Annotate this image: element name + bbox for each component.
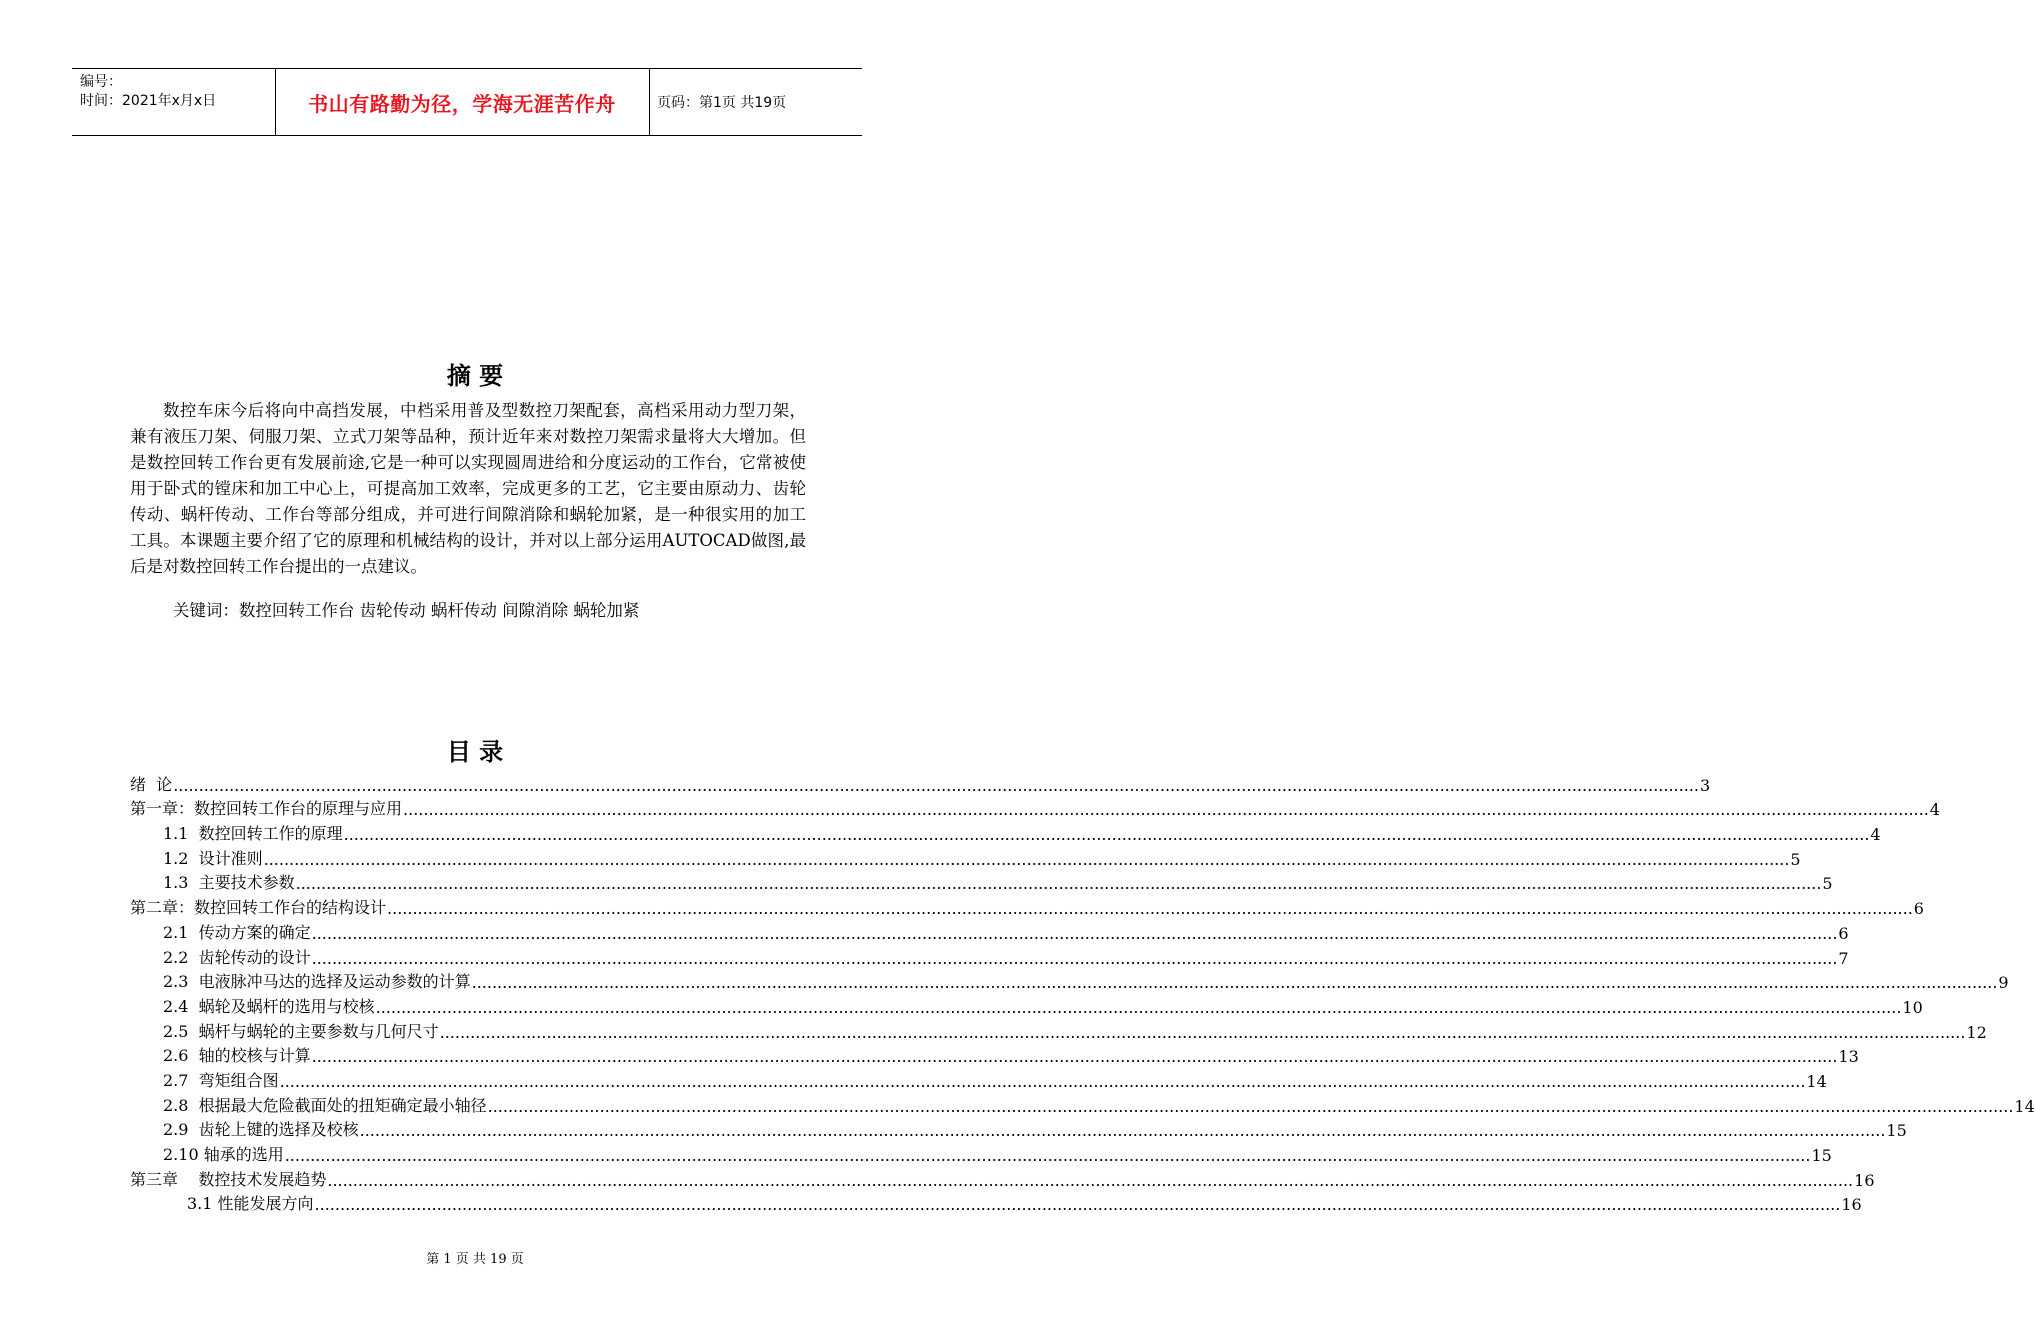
toc-leader-dots: ............................................................................................................................................................................................................................................................................................................ [403,800,1929,820]
keywords-text: 关键词：数控回转工作台 齿轮传动 蜗杆传动 间隙消除 蜗轮加紧 [172,601,640,620]
header-motto: 书山有路勤为径，学海无涯苦作舟 [308,91,616,116]
document-time: 时间：2021年x月x日 [80,93,217,109]
toc-entry-page: 9 [1998,973,2009,993]
page-header [72,68,862,136]
toc-leader-dots: ............................................................................................................................................................................................................................................................................................................ [279,1071,1806,1091]
toc-entry[interactable] [130,1091,2035,1116]
toc-entry-label: 3.1 性能发展方向 [187,1194,314,1214]
toc-entry-page: 14 [2014,1096,2035,1116]
page-footer: 第 1 页 共 19 页 [426,1252,524,1267]
toc-entry-label: 第一章：数控回转工作台的原理与应用 [130,799,403,819]
toc-entry-label: 2.10 轴承的选用 [163,1145,284,1164]
toc-entry-page: 10 [1902,997,1923,1017]
toc-leader-dots: ............................................................................................................................................................................................................................................................................................................ [314,1195,1841,1215]
toc-entry-label: 第三章 数控技术发展趋势 [130,1169,327,1189]
header-divider [649,69,650,135]
toc-entry-label: 2.4 蜗轮及蜗杆的选用与校核 [163,996,375,1016]
toc-entry[interactable] [130,1116,1907,1141]
header-meta [80,73,275,111]
toc-leader-dots: ............................................................................................................................................................................................................................................................................................................ [295,874,1822,894]
toc-entry[interactable] [130,968,2009,993]
toc-entry[interactable] [130,1042,1859,1067]
document-number-label: 编号： [80,74,122,90]
toc-entry-page: 13 [1838,1047,1859,1067]
toc-entry-label: 2.1 传动方案的确定 [163,922,311,942]
toc-entry-label: 2.2 齿轮传动的设计 [163,947,311,967]
abstract-title: 摘 要 [446,362,504,390]
toc-entry[interactable] [130,1017,1987,1042]
toc-entry-label: 第二章：数控回转工作台的结构设计 [130,898,387,918]
toc-entry-label: 2.3 电液脉冲马达的选择及运动参数的计算 [163,972,471,992]
toc-entry-page: 15 [1811,1146,1832,1165]
toc-leader-dots: ............................................................................................................................................................................................................................................................................................................ [359,1121,1886,1141]
toc-entry[interactable] [130,918,1849,943]
toc-entry[interactable] [130,943,1849,968]
toc-entry-label: 2.6 轴的校核与计算 [163,1046,311,1066]
toc-entry-label: 2.8 根据最大危险截面处的扭矩确定最小轴径 [163,1095,487,1115]
toc-entry[interactable] [130,795,1940,820]
toc-entry[interactable] [130,1140,1832,1165]
toc-entry-label: 2.7 弯矩组合图 [163,1070,279,1090]
toc-entry[interactable] [130,992,1923,1017]
toc-entry-label: 绪 论 [130,774,173,794]
header-page-info: 页码：第1页 共19页 [657,95,787,111]
toc-entry[interactable] [130,1190,1862,1215]
toc-entry-page: 6 [1838,923,1849,943]
toc-entry-page: 5 [1822,874,1833,894]
toc-entry[interactable] [130,819,1881,845]
toc-entry-page: 16 [1854,1170,1875,1190]
toc-leader-dots: ............................................................................................................................................................................................................................................................................................................ [311,1047,1838,1067]
toc-entry[interactable] [130,770,1711,795]
toc-entry-page: 12 [1966,1022,1987,1042]
toc-entry[interactable] [130,1066,1827,1091]
abstract-paragraph: 数控车床今后将向中高挡发展，中档采用普及型数控刀架配套，高档采用动力型刀架，兼有液压刀架、伺服刀架、立式刀架等品种，预计近年来对数控刀架需求量将大大增加。但是数控回转工作台更有发展前途,它是一种可以实现圆周进给和分度运动的工作台，它常被使用于卧式的镗床和加工中心上，可提高加工效率，完成更多的工艺，它主要由原动力、齿轮传动、蜗杆传动、工作台等部分组成，并可进行间隙消除和蜗轮加紧，是一种很实用的加工工具。本课题主要介绍了它的原理和机械结构的设计，并对以上部分运用AUTOCAD做图,最后是对数控回转工作台提出的一点建议。 [130,401,806,576]
abstract-body [130,398,806,580]
toc-entry[interactable] [130,1165,1875,1190]
toc-entry-page: 16 [1841,1195,1862,1215]
toc-leader-dots: ............................................................................................................................................................................................................................................................................................................ [327,1170,1854,1190]
toc-entry-label: 2.5 蜗杆与蜗轮的主要参数与几何尺寸 [163,1021,439,1041]
toc-entry[interactable] [130,844,1801,869]
toc-leader-dots: ............................................................................................................................................................................................................................................................................................................ [311,923,1838,943]
toc-leader-dots: ............................................................................................................................................................................................................................................................................................................ [311,948,1838,968]
toc-leader-dots: ............................................................................................................................................................................................................................................................................................................ [487,1096,2014,1116]
toc-entry-label: 1.2 设计准则 [163,848,263,868]
toc-entry-page: 3 [1699,775,1711,795]
toc-title: 目 录 [446,738,504,766]
toc-entry-page: 15 [1886,1121,1907,1141]
abstract-keywords [130,598,806,624]
toc-leader-dots: ............................................................................................................................................................................................................................................................................................................ [439,1022,1966,1042]
toc-entry-page: 4 [1929,800,1940,820]
toc-entry[interactable] [130,869,1833,894]
toc-leader-dots: ............................................................................................................................................................................................................................................................................................................ [471,973,1998,993]
toc-entry-label: 2.9 齿轮上键的选择及校核 [163,1120,359,1140]
toc-entry-page: 14 [1806,1071,1827,1091]
toc-entry-page: 7 [1838,948,1849,968]
toc-leader-dots: ............................................................................................................................................................................................................................................................................................................ [387,899,1913,919]
toc-leader-dots: ............................................................................................................................................................................................................................................................................................................ [173,775,1699,795]
toc-entry-label: 1.1 数控回转工作的原理 [163,824,343,844]
toc-entry-page: 6 [1913,899,1924,919]
table-of-contents [130,770,2035,1215]
toc-entry[interactable] [130,893,1924,919]
toc-entry-page: 5 [1790,849,1801,869]
toc-leader-dots: ............................................................................................................................................................................................................................................................................................................ [343,825,1870,845]
toc-entry-page: 4 [1870,825,1881,845]
toc-leader-dots: ............................................................................................................................................................................................................................................................................................................ [284,1146,1811,1165]
toc-entry-label: 1.3 主要技术参数 [163,873,295,893]
toc-leader-dots: ............................................................................................................................................................................................................................................................................................................ [375,997,1902,1017]
toc-leader-dots: ............................................................................................................................................................................................................................................................................................................ [263,849,1790,869]
